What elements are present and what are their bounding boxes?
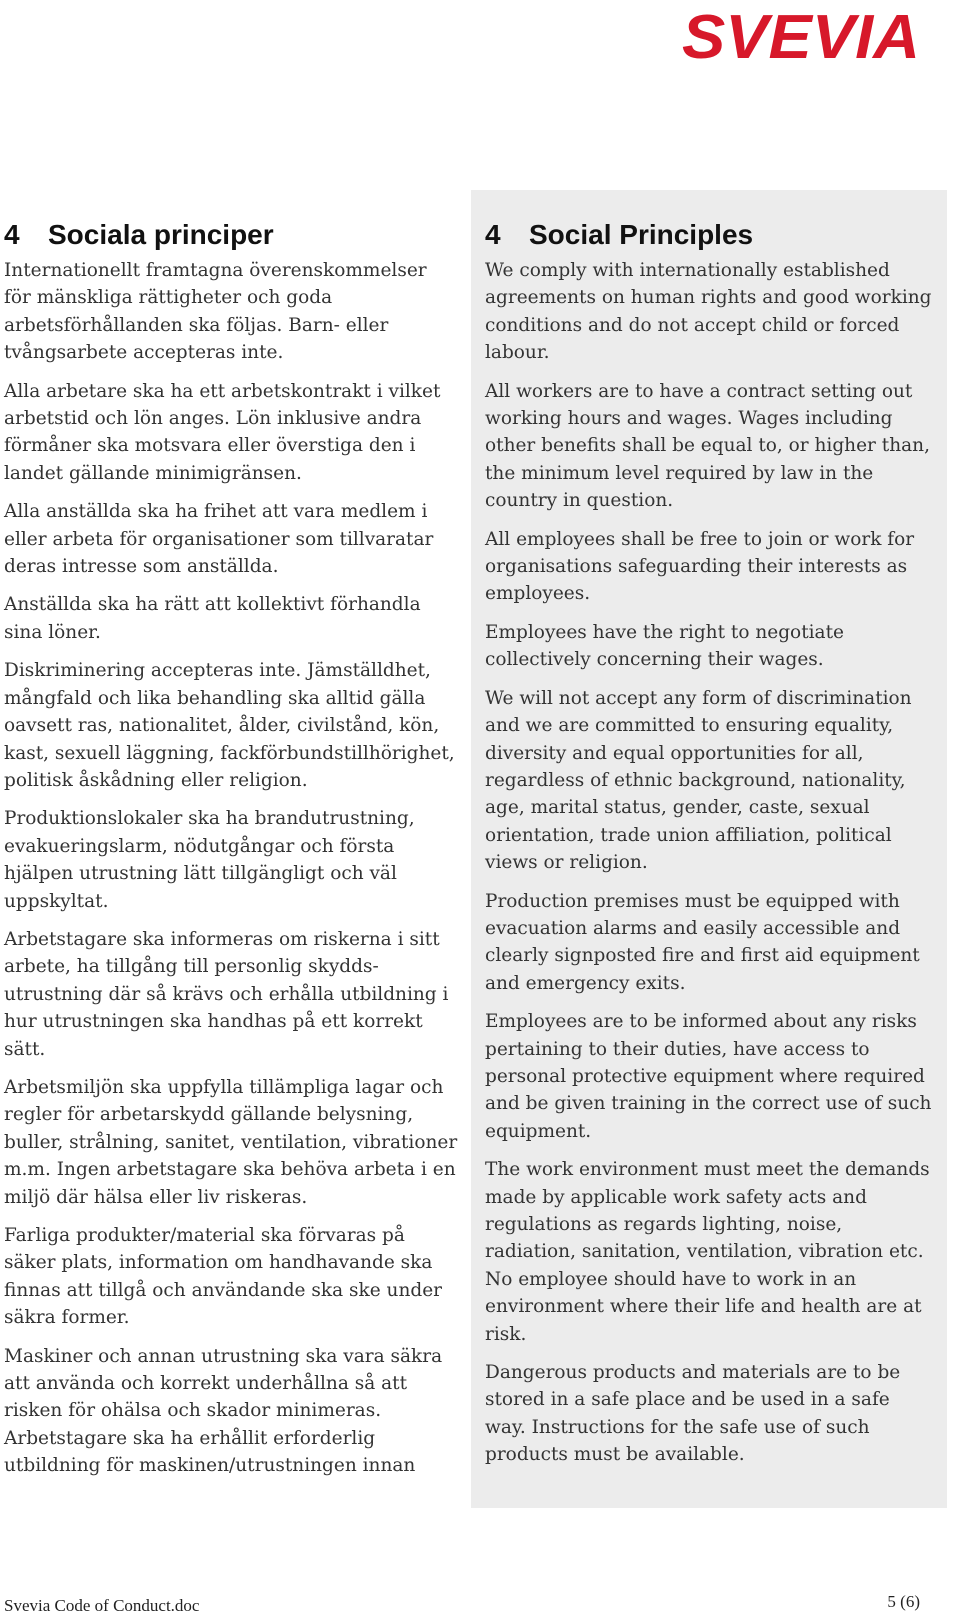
svevia-logo: [682, 8, 922, 64]
swedish-column: [4, 190, 458, 1491]
paragraph-en: We will not accept any form of discrimination and we are committed to ensuring equality, diversity and equal opportunities for all, regardless of ethnic background, nationality, age, marital status, gender, caste, sexual orientation, trade union affiliation, political views or religion.: [485, 687, 912, 874]
paragraph-en: Employees have the right to negotiate collectively concerning their wages.: [485, 621, 844, 671]
paragraph-en: All employees shall be free to join or work for organisations safeguarding their interests as employees.: [485, 528, 915, 605]
svg-text:SVEVIA: SVEVIA: [682, 8, 920, 64]
paragraph-sv: Arbetsmiljön ska uppfylla tillämpliga lagar och regler för arbetarskydd gällande belysning, buller, strålning, sanitet, ventilation, vibrationer m.m. Ingen arbetstagare ska behöva arbeta i en miljö där hälsa eller liv riskeras.: [4, 1076, 458, 1208]
paragraph-sv: Alla arbetare ska ha ett arbetskontrakt i vilket arbetstid och lön anges. Lön inklusive andra förmåner ska motsvara eller överstiga den i landet gällande minimigränsen.: [4, 380, 441, 484]
paragraph-sv: Anställda ska ha rätt att kollektivt förhandla sina löner.: [4, 594, 421, 643]
paragraph-en: The work environment must meet the demands made by applicable work safety acts and regulations as regards lighting, noise, radiation, sanitation, ventilation, vibration etc. No employee should have to work in an environment where their life and health are at risk.: [485, 1159, 930, 1345]
english-column: [471, 190, 947, 1508]
paragraph-en: Production premises must be equipped with evacuation alarms and easily accessible and clearly signposted fire and first aid equipment and emergency exits.: [485, 890, 920, 994]
paragraph-sv: Diskriminering accepteras inte. Jämställdhet, mångfald och lika behandling ska alltid gälla oavsett ras, nationalitet, ålder, civilstånd, kön, kast, sexuell läggning, fackförbundstillhörighet, politisk åskådning eller religion.: [4, 660, 455, 791]
section-heading-en: 4 Social Principles: [485, 219, 754, 250]
paragraph-sv: Arbetstagare ska informeras om riskerna i sitt arbete, ha tillgång till personlig skydds-utrustning där så krävs och erhålla utbildning i hur utrustningen ska handhas på ett korrekt sätt.: [4, 928, 449, 1060]
paragraph-sv: Maskiner och annan utrustning ska vara säkra att använda och korrekt underhållna så att risken för ohälsa och skador minimeras. Arbetstagare ska ha erhållit erforderlig utbildning för maskinen/utrustningen innan: [4, 1345, 443, 1477]
paragraph-en: We comply with internationally established agreements on human rights and good working conditions and do not accept child or forced labour.: [485, 260, 932, 364]
paragraph-sv: Internationellt framtagna överenskommelser för mänskliga rättigheter och goda arbetsförhållanden ska följas. Barn- eller tvångsarbete accepteras inte.: [4, 260, 427, 364]
paragraph-sv: Farliga produkter/material ska förvaras på säker plats, information om handhavande ska finnas att tillgå och användande ska ske under säkra former.: [4, 1225, 442, 1329]
paragraph-en: Dangerous products and materials are to be stored in a safe place and be used in a safe way. Instructions for the safe use of such products must be available.: [485, 1362, 901, 1466]
paragraph-en: Employees are to be informed about any risks pertaining to their duties, have access to personal protective equipment where required and be given training in the correct use of such equipment.: [485, 1011, 932, 1142]
paragraph-en: All workers are to have a contract setting out working hours and wages. Wages including other benefits shall be equal to, or higher than, the minimum level required by law in the country in question.: [485, 380, 930, 512]
paragraph-sv: Alla anställda ska ha frihet att vara medlem i eller arbeta för organisationer som tillvaratar deras intresse som anställda.: [4, 501, 434, 578]
section-heading-sv: 4 Sociala principer: [4, 219, 274, 250]
paragraph-sv: Produktionslokaler ska ha brandutrustning, evakueringslarm, nödutgångar och första hjälpen utrustning lätt tillgängligt och väl uppskyltat.: [4, 808, 415, 912]
page-number: 5 (6): [887, 1592, 920, 1611]
footer-filename: Svevia Code of Conduct.doc: [4, 1596, 200, 1615]
